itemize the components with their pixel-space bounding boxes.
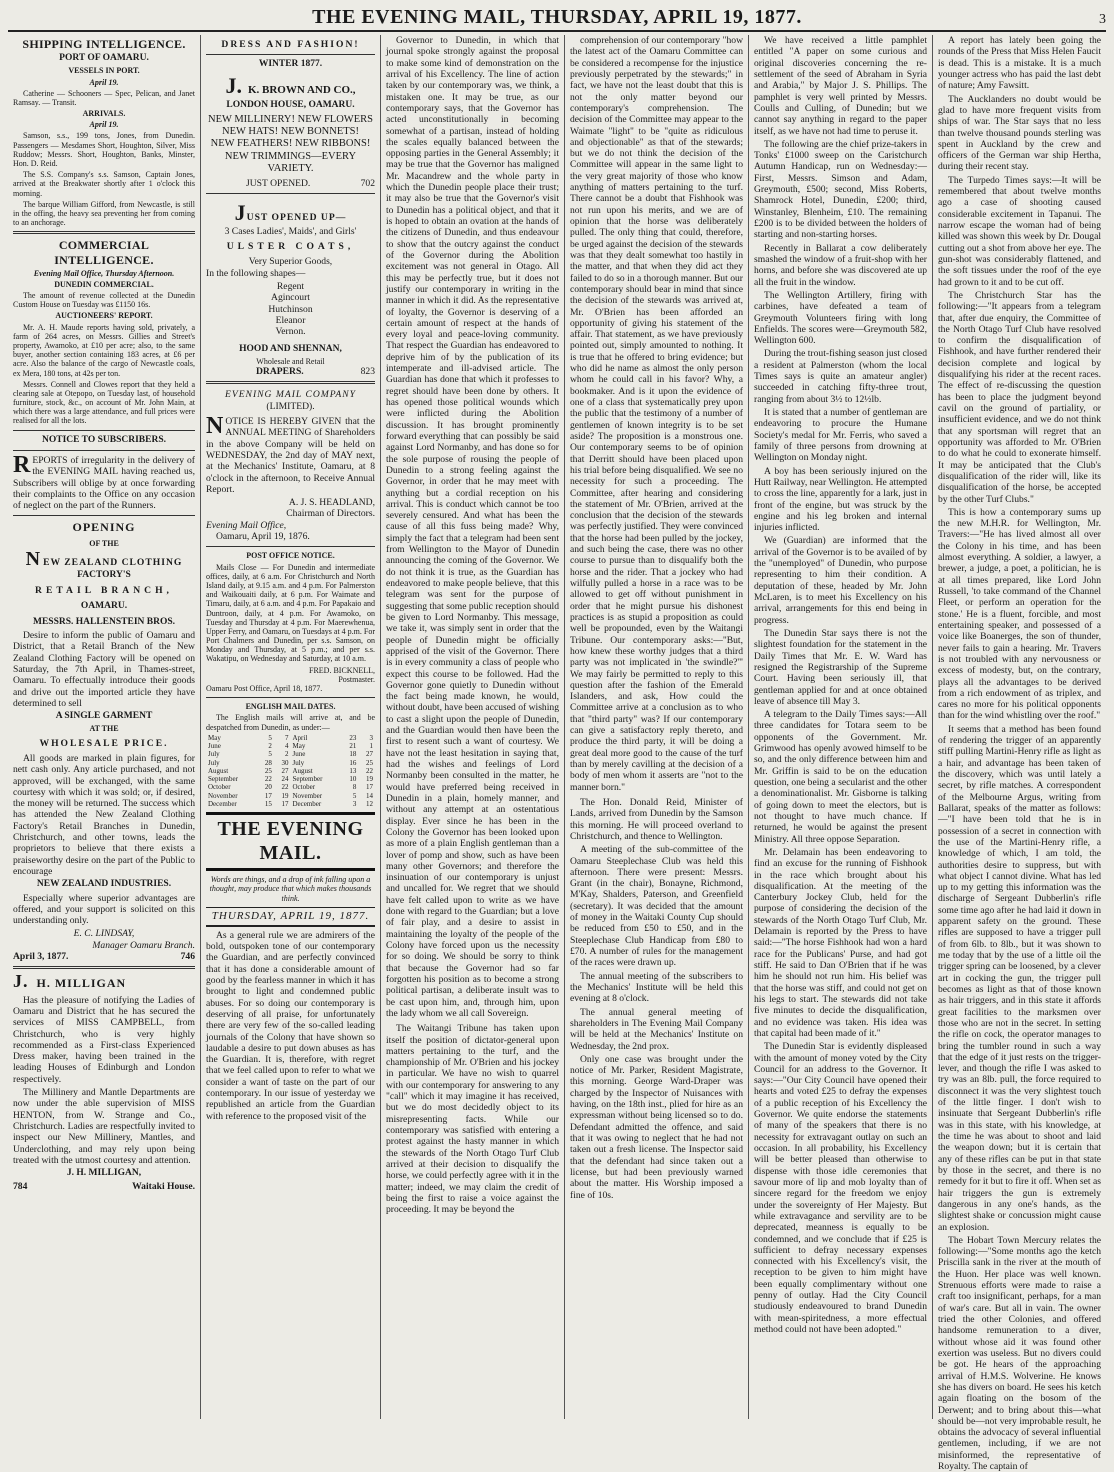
dunedin-text: The amount of revenue collected at the Dunedin Custom House on Tuesday was £1150 16s.: [13, 291, 195, 310]
opening-p2: All goods are marked in plain figures, for nett cash only. Any article purchased, and not approved, will be exchanged, with the same courtesy with which it was sold; or, if desired, the money will be returned. The success which has attended the New Zealand Clothing Factory's Retail Branches in Dunedin, Christchurch, and other towns, leads the proprietors to believe that there exists a praiseworthy desire on the part of the Public to encourage: [13, 752, 195, 878]
post-heading: POST OFFICE NOTICE.: [246, 551, 335, 561]
divider: [206, 381, 375, 384]
col6-p2: The Aucklanders no doubt would be glad to have more frequent visits from ships of war. The Star says that no less than twelve thousand pounds sterling was spent in Auckland by the crew and officers of the German war ship Hertha, during their recent stay.: [938, 93, 1101, 173]
col4-p6: Only one case was brought under the notice of Mr. Parker, Resident Magistrate, this morning. George Ward-Draper was charged by the Inspector of Nuisances with having, on the 18th inst., plied for hire as an expressman without being licensed so to do. Defendant admitted the offence, and said that it was owing to neglect that he had not taken out a fresh license. The Inspector said that the defendant had since taken out a license, but had been previously warned about the matter. His Worship imposed a fine of 10s.: [570, 1053, 743, 1201]
mail-cell: 30: [281, 758, 289, 767]
col5-p8: We (Guardian) are informed that the arrival of the Governor is to be availed of by the "unemployed" of Dunedin, who purpose representing to him their condition. A deputation of these, headed by Mr. John McLaren, is to meet his Excellency on his arrival, arrangements for this end being in progress.: [754, 535, 927, 626]
col4-p3: A meeting of the sub-committee of the Oamaru Steeplechase Club was held this afternoon. There were present: Messrs. Grant (in the chair), Bonayne, Richmond, M'Kay, Shalders, Paterson, and Greenfield (secretary). It was decided that the amount of money in the Waitaki County Cup should be reduced from £50 to £50, and in the Steeplechase Club Handicap from £80 to £70. A number of rules for the management of the races were drawn up.: [570, 844, 743, 969]
mail-cell: 12: [366, 799, 373, 808]
company-heading: EVENING MAIL COMPANY: [224, 389, 357, 401]
milligan-p1: Has the pleasure of notifying the Ladies of Oamaru and District that he has secured the services of MISS CAMPBELL, from Christchurch, who is very highly recommended as a First-class Experienced Dress maker, having been trained in the leading Houses of Edinburgh and London respectively.: [13, 994, 195, 1085]
mail-cell: December: [208, 799, 237, 808]
opened-head-text: UST OPENED UP—: [246, 211, 347, 223]
mail-cell: September: [292, 775, 323, 784]
headland-title: Chairman of Directors.: [286, 508, 375, 520]
milligan-num: 784: [13, 1181, 28, 1193]
mail-cell: 8: [352, 783, 357, 792]
brown-num: 702: [360, 177, 375, 189]
column-5: [749, 35, 933, 1419]
mail-cell: 18: [349, 750, 357, 759]
auction-p1: Mr. A. H. Maude reports having sold, privately, a farm of 264 acres, on Messrs. Gillies and Street's property, Awamoko, at £10 per acre; also, to the same buyer, another section containing 183 acres, at £6 per acre. Also the balance of the cargo of Newcastle coals, ex Mera, 180 tons, at 42s per ton.: [13, 322, 195, 378]
opening-nz: [13, 547, 195, 570]
opening-dropcap: N: [25, 547, 42, 570]
lindsay-name: E. C. LINDSAY,: [73, 928, 135, 940]
mail-cell: 22: [366, 766, 373, 775]
office: Evening Mail Office,: [206, 519, 287, 531]
drapers: DRAPERS.: [256, 366, 304, 378]
mail-cell: September: [208, 775, 238, 784]
mail-cell: 4: [284, 742, 289, 751]
column-6: [933, 35, 1106, 1472]
auction-heading: AUCTIONEERS' REPORT.: [55, 311, 153, 321]
hood-num: 823: [360, 366, 375, 378]
mail-cell: May: [208, 733, 221, 742]
brown-line: NEW HATS! NEW BONNETS!: [222, 126, 359, 138]
mail-cell: 17: [366, 783, 373, 792]
ss-note: The S.S. Company's s.s. Samson, Captain Jones, arrived at the Breakwater shortly after 1 o'clock this morning.: [13, 170, 195, 198]
shape-item: Eleanor: [275, 315, 306, 326]
mail-cell: May: [292, 742, 306, 751]
opened-heading: [206, 200, 375, 226]
port-heading: PORT OF OAMARU.: [59, 53, 149, 64]
following: In the following shapes—: [206, 267, 306, 279]
brown-loc: LONDON HOUSE, OAMARU.: [226, 100, 355, 111]
brown-line: NEW MILLINERY! NEW FLOWERS: [208, 113, 373, 125]
mail-row: [206, 750, 375, 758]
mail-row: [206, 792, 375, 800]
hood-name: HOOD AND SHENNAN,: [239, 343, 342, 354]
opening-town: OAMARU.: [80, 600, 128, 611]
milligan-p2: The Millinery and Mantle Departments are now under the able supervision of MISS HENTON, from W. Strange and Co., Christchurch. Ladies are respectfully invited to inspect our New Millinery, Mantles, and Underclothing, and may rely upon being treated with the utmost courtesy and attention.: [13, 1087, 195, 1166]
lindsay-title: Manager Oamaru Branch.: [92, 939, 195, 951]
mail-cell: 24: [281, 775, 289, 784]
shape-item: Vernon.: [275, 326, 306, 338]
fashion-heading: DRESS AND FASHION!: [221, 39, 360, 50]
col5-p10: A telegram to the Daily Times says:—All three candidates for Totara seem to be opponents of the Government. Mr. Grimwood has openly avowed himself to be so, and the only difference between him and Mr. Griffin is said to be on the education question, one being a secularist and the other a denominationalist. Mr. Gisborne is talking of going down to meet the electors, but is not thought to have much chance. If returned, he would be against the present Ministry. All three oppose Separation.: [754, 709, 927, 845]
notice-text: [13, 451, 195, 512]
notice-body: EPORTS of irregularity in the delivery of the EVENING MAIL having reached us, Subscribers will oblige by at once forwarding their complaints to the Office on any occasion of neglect on the part of the Runners.: [13, 454, 195, 512]
just-opened: JUST OPENED.: [246, 177, 311, 189]
company-limited: (LIMITED).: [266, 400, 315, 412]
divider: [206, 54, 375, 55]
mail-cell: 5: [268, 733, 272, 742]
col5-p5: During the trout-fishing season just closed a resident at Palmerston (whom the local Times says is quite an amateur angler) succeeded in catching fifty-three trout, ranging from about 3½ to 12½lb.: [754, 348, 927, 405]
brown-lines: [206, 114, 375, 176]
col3-p1: Governor to Dunedin, in which that journal spoke strongly against the proposal to make some kind of demonstration on the arrival of his Excellency. The line of action taken by our contemporary was, we think, a mistaken one. It may be true, as our contemporary says, that the Governor has acted unconstitutionally in becoming somewhat of a partisan, instead of holding the scales equally balanced between the opposing parties in the General Assembly; it may be true that the Governor has maligned Mr. Macandrew and the whole party in which the Dunedin people place their trust; it may also be true that the Governor's visit to Dunedin has a political object, and that it is hoped to obtain an ovation at the hands of the citizens of Dunedin, and thus endeavour to show that the outcry against the conduct of the Governor during the Abolition excitement was not general in Otago. All this may be perfectly true, but it does not justify our contemporary in writing in the manner in which it did. As the representative of loyalty, the Governor is deserving of a certain amount of respect at the hands of every loyal and peace-loving community. That respect the Guardian has endeavored to deprive him of by the publication of its intemperate and ill-advised article. The Guardian has done that which it professes to regret should have been done by others. It has opened those political wounds which were inflicted during the Abolition discussion. It has brought prominently forward everything that can possibly be said against Lord Normanby, and has done so for the sole purpose of rousing the people of Dunedin to a strong feeling against the Governor, in order that he may meet with anything but a cordial reception on his arrival. This is conduct which cannot be too severely censured. And what has been the cause of all this fuss being made? Why, simply the fact that a telegram had been sent from Wellington to the Mayor of Dunedin announcing the coming of the Governor. We do not think it is true, as the Guardian has endeavored to make people believe, that this telegram was sent for the purpose of suggesting that some public reception should be given to Lord Normanby. This message, we take it, was simply sent in order that the people of Dunedin might be officially apprised of the visit of the Governor. There is in every community a class of people who expect this course to be followed. Had the Governor gone quietly to Dunedin without the fact being made known, he would, without doubt, have been accused of wishing to cast a slight upon the people of Dunedin, and the Guardian would then have been the first to resent such a want of courtesy. We have not the least hesitation in saying that, had the wishes and feelings of Lord Normanby been consulted in the matter, he would have preferred being received in Dunedin in a plain, homely manner, and without any attempt at an ostentatious display. Ever since he has been in the Colony the Governor has been looked upon as more of a plain English gentleman than a lover of pomp and show, such as have been many other Governors; and therefore the insinuation of our contemporary is unjust and uncalled for. We regret that we should have felt called upon to write as we have done with regard to the Guardian; but a love of fair play, and a desire to assist in maintaining the loyalty of the people of the Colony have forced upon us the necessity for so doing. We should be sorry to think that because the Governor had so far forgotten his position as to become a strong political partisan, a deliberate insult was to be cast upon him, and, through him, upon the lady whom we all call Sovereign.: [386, 35, 559, 1019]
mail-cell: 27: [281, 766, 289, 775]
mail-cell: 19: [366, 775, 373, 784]
mail-cell: 21: [349, 742, 357, 751]
mail-row: [206, 767, 375, 775]
mail-cell: 2: [284, 750, 289, 759]
mail-cell: 3: [352, 799, 357, 808]
divider: [13, 430, 195, 431]
opened-dropcap: J: [234, 199, 247, 225]
cases: 3 Cases Ladies', Maids', and Girls': [224, 225, 357, 237]
col6-p5: This is how a contemporary sums up the new M.H.R. for Wellington, Mr. Travers:—"He has lived almost all over the Colony in his time, and has been almost everything. A soldier, a lawyer, a brewer, a judge, a poet, a politician, he is at all times prepared, like Lord John Russell, 'to take command of the Channel Fleet, or perform an operation for the stone.' He is a fluent, forcible, and most entertaining speaker, and possessed of a voice like Boanerges, the son of thunder, never fails to gain a hearing. Mr. Travers is not troubled with any nervousness or excess of modesty, but, on the contrary, plays all the advantages to be derived from a rich endowment of as triplex, and cares no more for his political opponents than for the wind whistling over the roof.": [938, 506, 1101, 722]
office-date: Oamaru, April 19, 1876.: [216, 531, 310, 543]
barque-note: The barque William Gifford, from Newcastle, is still in the offing, the heavy sea preventing her from coming to an anchorage.: [13, 199, 195, 228]
mail-cell: July: [208, 750, 220, 759]
mail-cell: 5: [352, 791, 357, 800]
nz-industries: NEW ZEALAND INDUSTRIES.: [36, 879, 172, 890]
page-number: 3: [1098, 12, 1106, 27]
shape-item: Agincourt: [271, 292, 310, 304]
shape-list: [206, 281, 375, 338]
mail-cell: October: [292, 783, 316, 792]
mail-cell: 15: [264, 799, 272, 808]
hallenstein: MESSRS. HALLENSTEIN BROS.: [32, 616, 176, 627]
mail-row: [206, 734, 375, 742]
masthead-title: THE EVENING MAIL, THURSDAY, APRIL 19, 1877.: [312, 6, 802, 28]
mail-cell: 17: [264, 791, 272, 800]
divider: [206, 546, 375, 547]
mail-cell: 13: [349, 766, 357, 775]
divider: [13, 966, 195, 969]
mail-row: [206, 775, 375, 783]
mail-cell: 1: [369, 742, 373, 751]
col6-p3: The Turpedo Times says:—It will be remembered that about twelve months ago a case of shooting caused considerable excitement in Tapanui. The narrow escape the woman had of being killed was shown this week by Dr. Dougal cutting out a shot from above her eye. The gun-shot was considerably flattened, and the soft tissues under the roof of the eye had grown to it and to be cut off.: [938, 174, 1101, 288]
winter: WINTER 1877.: [258, 59, 323, 70]
mail-cell: 10: [349, 775, 357, 784]
col5-p9: The Dunedin Star says there is not the slightest foundation for the statement in the Daily Times that Mr. E. W. Ward has resigned the Registrarship of the Supreme Court. Having been seriously ill, that gentleman applied for and at once obtained leave of absence till May 3.: [754, 627, 927, 707]
bicknell: FRED. BICKNELL,: [309, 665, 375, 675]
col5-p12: The Dunedin Star is evidently displeased with the amount of money voted by the City Council for an address to the Governor. It says:—"Our City Council have opened their hearts and voted £25 to defray the expenses of a public reception of his Excellency the Governor. We quite endorse the statements of many of the speakers that there is no necessity for extravagant outlay on such an occasion. In all probability, his Excellency will be better pleased than otherwise to dispense with those idle ceremonies that savour more of lip and mob loyalty than of sincere regard for the freedom we enjoy under the sovereignty of Her Majesty. But while extravagance and servility are to be deprecated, meanness is equally to be condemned, and we conclude that if £25 is sufficient to defray necessary expenses connected with his Excellency's visit, the reception to be given to him might have been equally complimentary without one penny of outlay. Had the City Council studiously endeavoured to brand Dunedin with mean-spiritedness, a more effectual method could not have been adopted.": [754, 1041, 927, 1335]
opening-retail: RETAIL BRANCH,: [35, 585, 173, 597]
opening-nz-text: EW ZEALAND CLOTHING: [43, 556, 183, 568]
divider: [206, 193, 375, 194]
divider: [13, 231, 195, 234]
column-4: [565, 35, 749, 1419]
opening-p1: Desire to inform the public of Oamaru and District, that a Retail Branch of the New Zealand Clothing Factory will be opened on Saturday, the 7th April, in Thames-street, Oamaru. To effectually introduce their goods and drive out the imported article they have determined to sell: [13, 630, 195, 709]
notice-dropcap: R: [13, 451, 31, 478]
col5-p4: The Wellington Artillery, firing with carbines, have defeated a team of Greymouth Volunteers firing with long Enfields. The scores were—Greymouth 582, Wellington 600.: [754, 289, 927, 347]
mail-row: [206, 783, 375, 791]
opening-of: OF THE: [89, 538, 119, 548]
mail-cell: November: [208, 791, 238, 800]
company-notice: [206, 412, 375, 495]
divider: [206, 697, 375, 698]
mail-cell: August: [292, 766, 313, 775]
notice-heading: NOTICE TO SUBSCRIBERS.: [42, 434, 166, 445]
mail-cell: April: [292, 733, 308, 742]
editorial: As a general rule we are admirers of the bold, outspoken tone of our contemporary the Guardian, and are perfectly convinced that it has done a considerable amount of good by the fearless manner in which it has brought to light and condemned public abuses. For so doing our contemporary is deserving of all praise, for unfortunately there are very few of the so-called leading journals of the Colony that have shown so laudable a desire to put down abuses as has the Guardian. It is, therefore, with regret that we feel called upon to refer to what we consider a want of taste on the part of our contemporary. In our issue of yesterday we republished an article from the Guardian with reference to the proposed visit of the: [206, 929, 375, 1122]
col5-p6: It is stated that a number of gentleman are endeavoring to procure the Humane Society's medal for Mr. Ferris, who saved a family of three persons from drowning at Wellington on Monday night.: [754, 407, 927, 464]
mail-row: [206, 742, 375, 750]
mail-cell: August: [208, 766, 229, 775]
lindsay-date: April 3, 1877.: [13, 951, 69, 963]
commercial-sub: Evening Mail Office, Thursday Afternoon.: [33, 268, 175, 278]
post-text: Mails Close — For Dunedin and intermediate offices, daily, at 6 a.m. For Christchurch and North Island daily, at 9.15 a.m. and 4 p.m. For Palmerston and Waikouaiti daily, at 6 p.m. For Waimate and Timaru, daily, at 6 a.m. and 4 p.m. For Papakaio and Duntroon, daily, at 4 p.m. For Awamoko, on Tuesday and Thursday at 4 p.m. For Maerewhenua, Upper Ferry, and Oamaru, on Tuesdays at 4 p.m. For Port Chalmers and Dunedin, per s.s. Samson, on Monday and Thursday, at 5 p.m.; and per s.s. Wakatipu, on Wednesday and Saturday, at 10 a.m.: [206, 562, 376, 664]
col5-p11: Mr. Delamain has been endeavoring to find an excuse for the running of Fishhook in the race which brought about his disqualification. At the meeting of the Canterbury Jockey Club, held for the purpose of considering the decision of the stewards of the North Otago Turf Club, Mr. Delamain is reported by the Press to have said:—"The horse Fishhook had won a hard race for the Publicans' Purse, and had got stiff. He said to Dan O'Brien that if he was him he should not run him. His belief was that the horse was stiff, and could not get on his legs to start. The stewards did not take five minutes to decide the disqualification, and no evidence was taken. His idea was that capital had been made of it.": [754, 846, 927, 1039]
vessels-text: Catherine — Schooners — Spec, Pelican, and Janet Ramsay. — Transit.: [13, 88, 195, 107]
mail-row: [206, 800, 375, 808]
mail-cell: June: [292, 750, 306, 759]
columns: [8, 35, 1106, 1472]
mail-cell: 22: [264, 775, 272, 784]
milligan-sign: J. H. MILLIGAN,: [66, 1168, 142, 1179]
mail-cell: 7: [284, 733, 289, 742]
wholesale-price: WHOLESALE PRICE.: [39, 737, 169, 749]
col6-p1: A report has lately been going the rounds of the Press that Miss Helen Faucit is dead. This is a mistake. It is a much younger actress who has paid the last debt of nature; Amy Fawsitt.: [938, 35, 1101, 92]
mail-cell: 25: [264, 766, 272, 775]
mail-cell: 28: [264, 758, 272, 767]
shape-item: Hutchinson: [268, 303, 313, 315]
milligan-dropcap: J.: [13, 971, 29, 992]
arrivals-text: Samson, s.s., 199 tons, Jones, from Dunedin. Passengers — Mesdames Short, Houghton, Silver, Miss Ruddow; Messrs. Short, Houghton, Banks, Minster, Hon. D. Reid.: [13, 131, 195, 169]
column-3: [381, 35, 565, 1419]
ulster: ULSTER COATS,: [226, 241, 355, 253]
mail-cell: June: [208, 742, 221, 751]
milligan-loc: Waitaki House.: [132, 1181, 195, 1193]
brown-dropcap: J.: [225, 72, 242, 98]
mail-cell: 17: [281, 799, 289, 808]
mail-cell: October: [208, 783, 231, 792]
evening-mail-title: THE EVENING MAIL.: [206, 812, 375, 871]
hood-footer: [206, 366, 375, 377]
mail-cell: 5: [268, 750, 272, 759]
lindsay-num: 746: [180, 951, 195, 963]
english-text: The English mails will arrive at, and be despatched from Dunedin, as under:—: [206, 713, 375, 732]
vessels-date: April 19.: [89, 77, 119, 87]
arrivals-date: April 19.: [89, 120, 119, 130]
mail-cell: 27: [366, 750, 373, 759]
column-1: [8, 35, 201, 1419]
divider: [13, 450, 195, 451]
mail-cell: 23: [349, 733, 357, 742]
mail-cell: 2: [268, 742, 272, 751]
headland-name: A. J. S. HEADLAND,: [288, 497, 375, 509]
single-garment: A SINGLE GARMENT: [55, 711, 153, 722]
mail-cell: July: [292, 758, 305, 767]
postmaster: Postmaster.: [338, 674, 375, 684]
brown-line: NEW FEATHERS! NEW RIBBONS!: [210, 138, 371, 150]
mail-cell: 16: [349, 758, 357, 767]
col4-p4: The annual meeting of the subscribers to the Mechanics' Institute will be held this evening at 8 o'clock.: [570, 970, 743, 1005]
col5-p3: Recently in Ballarat a cow deliberately smashed the window of a fruit-shop with her horns, and before she was discovered ate up all the fruit in the window.: [754, 242, 927, 288]
mail-cell: 19: [281, 791, 289, 800]
opening-p3: Especially where superior advantages are offered, and your support is solicited on this understanding only.: [13, 892, 195, 927]
col6-p6: It seems that a method has been found of rendering the trigger of an apparently stiff pulling Martini-Henry rifle as light as a hair, and advantage has been taken of the discovery, which was until lately a secret, by rifle matches. A correspondent of the Melbourne Argus, writing from Ballarat, speaks of the matter as follows:—"I have been told that he is in possession of a secret in connection with the use of the Martini-Henry rifle, a knowledge of which, I am told, the authorities desire to suppress, but with what object I cannot divine. What has led up to my getting this information was the discharge of Sergeant Dubberlin's rifle some time ago after he had laid it down in apparent safety on the ground. These rifles are supposed to have a trigger pull of from 6lb. to 8lb., but it was shown to me today that by the use of a little oil the trigger spring can be loosened, by a clever art in cocking the gun, the trigger pull becomes as light as that of those known as hair triggers, and in this state it affords great facilities to the marksmen over those who are not in the secret. In setting the rifle on cock, the operator manages to bring the tumbler round in such a way that the edge of it just rests on the trigger-lever, and though the rifle I was asked to try was an 8lb. pull, the force required to disconnect it was the very slightest touch of the little finger. I don't wish to insinuate that Sergeant Dubberlin's rifle was in this state, with his knowledge, at the time he was about to shoot and laid the weapon down; but it is certain that any of these rifles can be put in that state by those in the secret, and there is no remedy for it but to fire it off. When set as hair triggers the gun is extremely dangerous in any one's hands, as the slightest shake or concussion might cause an explosion.: [938, 723, 1101, 1233]
english-heading: ENGLISH MAIL DATES.: [245, 702, 336, 712]
col5-p1: We have received a little pamphlet entitled "A paper on some curious and original discoveries concerning the re-settlement of the seed of Abraham in Syria and Arabia," by Major J. S. Phillips. The pamphlet is very well printed by Messrs. Coulls and Culling, of Dunedin; but we cannot say anything in regard to the paper itself, as we have not had time to peruse it.: [754, 35, 927, 137]
brown-footer: [206, 178, 375, 189]
mail-cell: 14: [366, 791, 373, 800]
very-superior: Very Superior Goods,: [248, 256, 333, 268]
col3-p2: The Waitangi Tribune has taken upon itself the position of dictator-general upon matters pertaining to the turf, and the championship of Mr. O'Brien and his jockey in particular. We have no wish to quarrel with our contemporary for answering to any "call" which it may imagine it has received, but we do most decidedly object to its misrepresenting facts. While our contemporary was satisfied with entering a protest against the hasty manner in which the stewards of the North Otago Turf Club arrived at their decision to disqualify the horse, we could perfectly agree with it in the matter; indeed, we may claim the credit of being the first to raise a voice against the proceeding. It may be beyond the: [386, 1023, 559, 1216]
brown-line: NEW TRIMMINGS—EVERY VARIETY.: [224, 150, 357, 175]
opening-factory: FACTORY'S: [77, 570, 131, 581]
mail-cell: 25: [366, 758, 373, 767]
brown-heading: [206, 73, 375, 99]
date-line: THURSDAY, APRIL 19, 1877.: [206, 907, 375, 927]
col4-p2: The Hon. Donald Reid, Minister of Lands, arrived from Dunedin by the Samson this morning. He will proceed overland to Christchurch, and thence to Wellington.: [570, 796, 743, 842]
masthead: [8, 6, 1106, 32]
shipping-heading: SHIPPING INTELLIGENCE.: [22, 37, 186, 51]
col4-p1: comprehension of our contemporary "how the latest act of the Oamaru Committee can be considered a recompense for the injustice previously perpetrated by the stewards;" in fact, we have not the least doubt that this is not the only matter beyond our contemporary's comprehension. The decision of the Committee may appear to the Waimate "light" to be "quite as ridiculous and objectionable" as that of the stewards; but we do not think the decision of the Committee will appear in the same light to the very great majority of those who know anything of matters pertaining to the turf. There cannot be a doubt that Fishhook was not run upon his merits, and we are of opinion that the horse was deliberately pulled. The only thing that could, therefore, be urged against the decision of the stewards was that they dealt somewhat too hastily in the matter, and that when they did act they failed to do so in a thorough manner. But our contemporary should bear in mind that since the decision of the stewards was arrived at, Mr. O'Brien has been afforded an opportunity of giving his statement of the affair. That statement, as we have previously pointed out, simply amounted to nothing. It is true that he offered to bring evidence; but who did he name as almost the only person whom he could call in his favor? Why, a bookmaker. And is it upon the evidence of one of a class that systematically prey upon the public that the testimony of a number of gentlemen of known integrity is to be set aside? The proposition is a monstrous one. Our contemporary seems to be of opinion that Derritt should have been placed upon his trial before being disqualified. We see no necessity for such a proceeding. The Committee, after hearing and considering the statement of Mr. O'Brien, arrived at the conclusion that the decision of the stewards was perfectly justified. They were convinced that the horse had been pulled by the jockey, and such being the case, there was no other course to pursue than to disqualify both the horse and the rider. That a jockey who had wilfully pulled a horse in a race was to be allowed to get off without punishment in order that he might pursue his dishonest practices is as stupid a proposition as could well be propounded, even by the Waitangi Tribune. Our contemporary asks:—"But, how knew these worthy judges that a third party was not implicated in 'the swindle?'" We may fairly be permitted to reply to this question after the fashion of the Emerald Islanders, and ask, How could the Committee arrive at a conclusion as to who that "third party" was? If our contemporary can give a satisfactory reply thereto, and produce the third party, it will be doing a great deal more good to the cause of the turf than by merely cavilling at the decision of a body of men whom it asserts are "not to the manner born.": [570, 35, 743, 793]
col5-p7: A boy has been seriously injured on the Hutt Railway, near Wellington. He attempted to cross the line, apparently for a lark, just in front of the engine, but was struck by the engine and his leg broken and internal injuries inflicted.: [754, 465, 927, 534]
col4-p5: The annual general meeting of shareholders in The Evening Mail Company will be held at the Mechanics' Institute on Wednesday, the 2nd prox.: [570, 1006, 743, 1052]
opening-word: OPENING: [72, 520, 136, 535]
milligan-footer: [13, 1181, 195, 1192]
column-2: [201, 35, 381, 1419]
divider: [13, 515, 195, 516]
dunedin-heading: DUNEDIN COMMERCIAL.: [54, 279, 154, 289]
mail-row: [206, 759, 375, 767]
lindsay-footer: [13, 951, 195, 962]
col5-p2: The following are the chief prize-takers in Tonks' £1000 sweep on the Caristchurch Autumn Handicap, run on Wednesday:—First, Messrs. Simson and Adam, Greymouth, £500; second, Miss Roberts, Shamrock Hotel, Dunedin, £200; third, Winstanley, Blenheim, £10. The remaining £200 is to be divided between the holders of starting and non-starting horses.: [754, 138, 927, 241]
col6-p7: The Hobart Town Mercury relates the following:—"Some months ago the ketch Priscilla sank in the river at the mouth of the Huon. Her place was well known. Strenuous efforts were made to raise a craft too insignificant, perhaps, for a man of war's care. But all in vain. The owner tried the other Colonies, and offered handsome remuneration to a diver, without whose aid it was found other exertion was useless. But no divers could be got. He hears of the approaching arrival of H.M.S. Wolverine. He knows she has divers on board. He sees his ketch again floating on the bosom of the Derwent; and to bring about this—what should be—not very improbable result, he obtains the advocacy of several influential gentlemen, including, if we are not misinformed, the representative of Royalty. The captain of: [938, 1234, 1101, 1472]
auction-p2: Messrs. Connell and Clowes report that they held a clearing sale at Otepopo, on Tuesday last, of household furniture, stock, &c., on account of Mr. John Main, at which there was a large attendance, and full prices were realised for all the lots.: [13, 379, 195, 426]
vessels-heading: VESSELS IN PORT.: [68, 66, 140, 76]
motto: Words are things, and a drop of ink falling upon a thought, may produce that which makes thousands think.: [209, 875, 372, 903]
mail-cell: 20: [264, 783, 272, 792]
mail-cell: November: [292, 791, 323, 800]
company-dropcap: N: [206, 412, 224, 439]
mail-cell: 3: [369, 733, 373, 742]
mail-cell: 22: [281, 783, 289, 792]
post-date: Oamaru Post Office, April 18, 1877.: [206, 684, 323, 694]
col6-p4: The Christchurch Star has the following:—"It appears from a telegram that, after due enquiry, the Committee of the North Otago Turf Club have resolved to confirm the disqualification of Fishhook, and have further rendered their decision complete and logical by disqualifying his rider at the recent races. The effect of re-discussing the question has been to place the judgment beyond cavil on the ground of partiality, or insufficient evidence, and we do not think that any sportsman will regret that an opportunity was afforded to Mr. O'Brien to do what he could to exonerate himself. It may be anticipated that the Club's disqualification of the rider will, like its disqualification of the horse, be accepted by the other Turf Clubs.": [938, 289, 1101, 505]
milligan-heading: [13, 973, 195, 990]
mail-cell: December: [292, 799, 322, 808]
arrivals-heading: ARRIVALS.: [82, 109, 126, 119]
mail-tbody: [206, 734, 375, 808]
hood-sub: Wholesale and Retail: [256, 356, 325, 366]
at-the: AT THE: [89, 724, 119, 734]
mail-cell: July: [208, 758, 220, 767]
brown-name: K. BROWN AND CO.,: [247, 83, 356, 96]
mail-table: [206, 734, 375, 808]
commercial-heading: COMMERCIAL INTELLIGENCE.: [54, 238, 154, 267]
shape-item: Regent: [276, 281, 305, 293]
milligan-head-text: H. MILLIGAN: [36, 976, 127, 991]
company-notice-body: OTICE IS HEREBY GIVEN that the ANNUAL MEETING of Shareholders in the above Company will be held on WEDNESDAY, the 2nd day of MAY next, at the Mechanics' Institute, Oamaru, at 8 o'clock in the afternoon, to Receive Annual Report.: [206, 415, 375, 495]
